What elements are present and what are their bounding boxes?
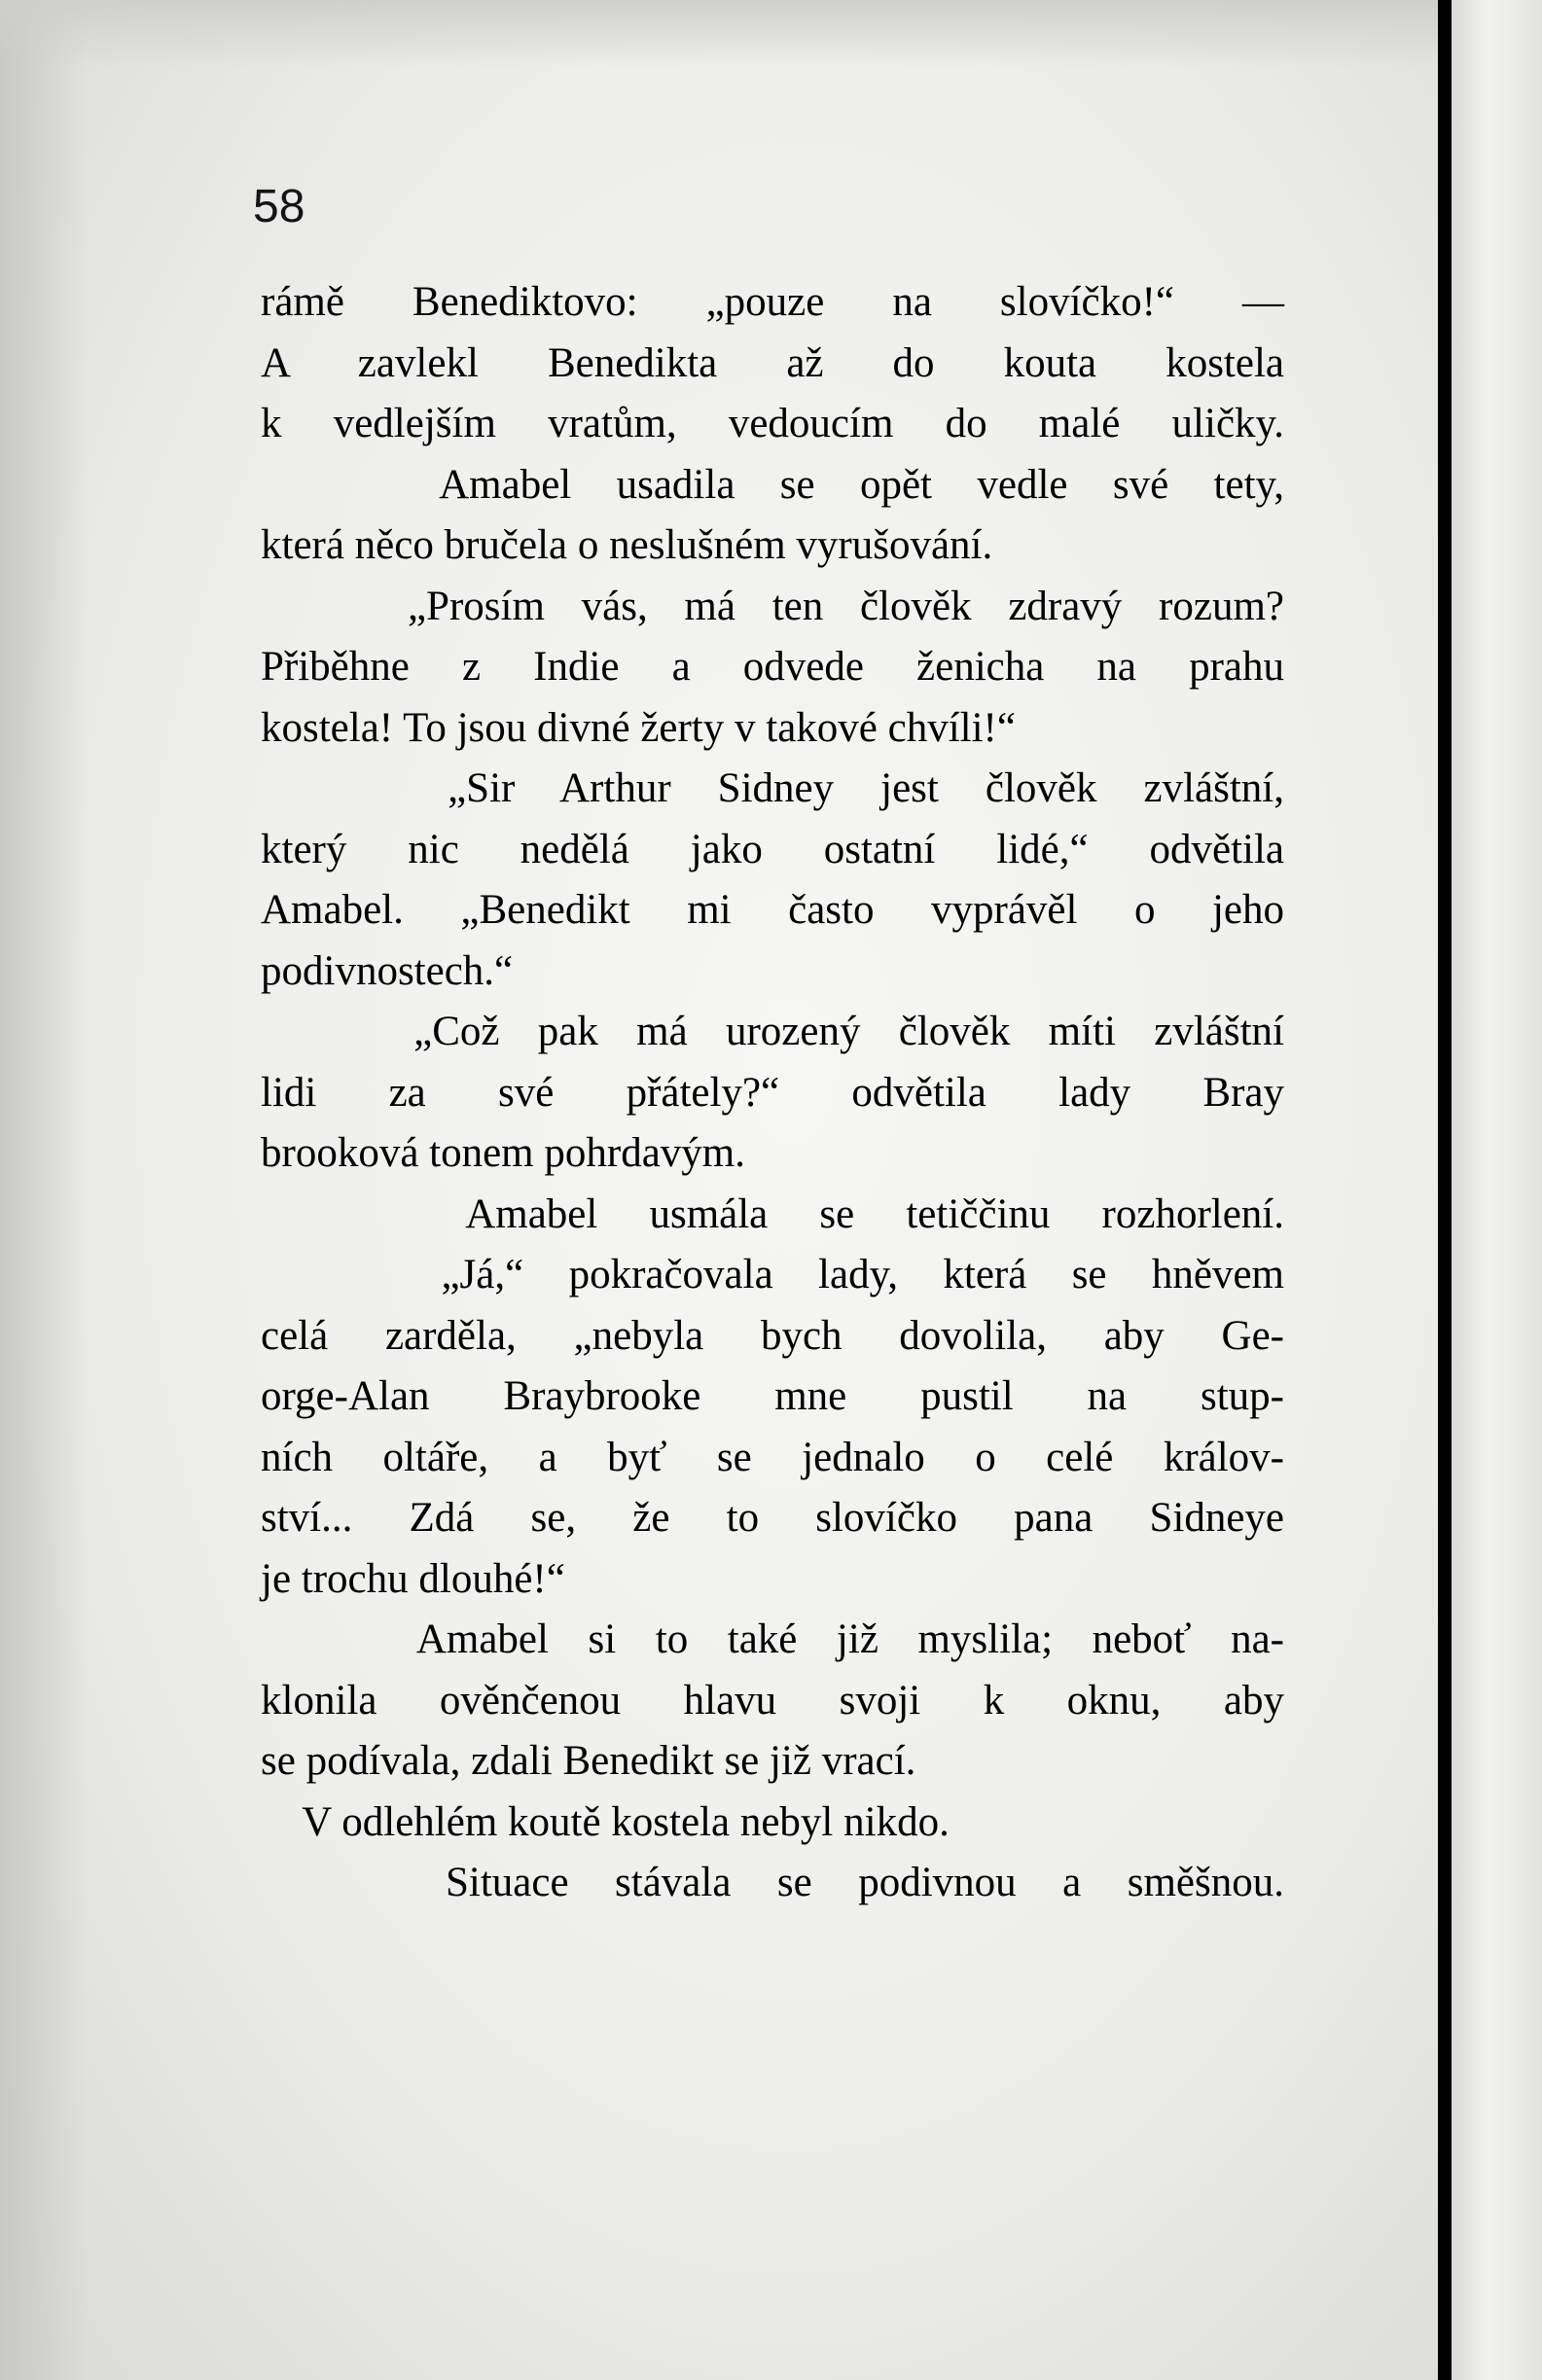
text-line: která něco bručela o neslušném vyrušování. bbox=[261, 522, 993, 568]
text-line: Amabel si to také již myslila; neboť na- bbox=[261, 1616, 1284, 1662]
text-line: „Prosím vás, má ten člověk zdravý rozum? bbox=[261, 583, 1284, 629]
text-line: A zavlekl Benedikta až do kouta kostela bbox=[261, 339, 1284, 386]
text-line: celá zarděla, „nebyla bych dovolila, aby Ge- bbox=[261, 1312, 1284, 1359]
text-line: je trochu dlouhé!“ bbox=[261, 1555, 565, 1602]
facing-page-edge bbox=[1452, 0, 1542, 2380]
text-line: „Já,“ pokračovala lady, která se hněvem bbox=[261, 1252, 1284, 1297]
text-line: Situace stávala se podivnou a směšnou. bbox=[261, 1860, 1284, 1905]
page-gutter-shadow bbox=[0, 0, 88, 2380]
text-line: se podívala, zdali Benedikt se již vrací. bbox=[261, 1738, 916, 1784]
text-line: klonila ověnčenou hlavu svoji k oknu, aby bbox=[261, 1677, 1284, 1723]
page-top-shadow bbox=[0, 0, 1438, 68]
text-line: V odlehlém koutě kostela nebyl nikdo. bbox=[261, 1798, 950, 1845]
text-line: ních oltáře, a byť se jednalo o celé králov- bbox=[261, 1434, 1284, 1480]
text-line: rámě Benediktovo: „pouze na slovíčko!“ — bbox=[261, 279, 1284, 325]
text-line: orge-Alan Braybrooke mne pustil na stup- bbox=[261, 1373, 1284, 1419]
text-line: Amabel usmála se tetiččinu rozhorlení. bbox=[261, 1190, 1284, 1237]
text-line: ství... Zdá se, že to slovíčko pana Sidneye bbox=[261, 1495, 1284, 1541]
body-text bbox=[261, 272, 1284, 1914]
text-line: podivnostech.“ bbox=[261, 947, 514, 994]
text-line: Amabel usadila se opět vedle své tety, bbox=[261, 461, 1284, 508]
text-line: k vedlejším vratům, vedoucím do malé uličky. bbox=[261, 401, 1284, 446]
page-number: 58 bbox=[253, 181, 305, 232]
text-line: který nic nedělá jako ostatní lidé,“ odvětila bbox=[261, 826, 1284, 872]
text-line: lidi za své přátely?“ odvětila lady Bray bbox=[261, 1069, 1284, 1116]
text-line: brooková tonem pohrdavým. bbox=[261, 1130, 745, 1176]
text-line: Přiběhne z Indie a odvede ženicha na prahu bbox=[261, 644, 1284, 690]
text-line: kostela! To jsou divné žerty v takové chvíli!“ bbox=[261, 704, 1016, 751]
text-line: „Což pak má urozený člověk míti zvláštní bbox=[261, 1009, 1284, 1054]
text-line: „Sir Arthur Sidney jest člověk zvláštní, bbox=[261, 765, 1284, 811]
text-line: Amabel. „Benedikt mi často vyprávěl o jeho bbox=[261, 887, 1284, 933]
